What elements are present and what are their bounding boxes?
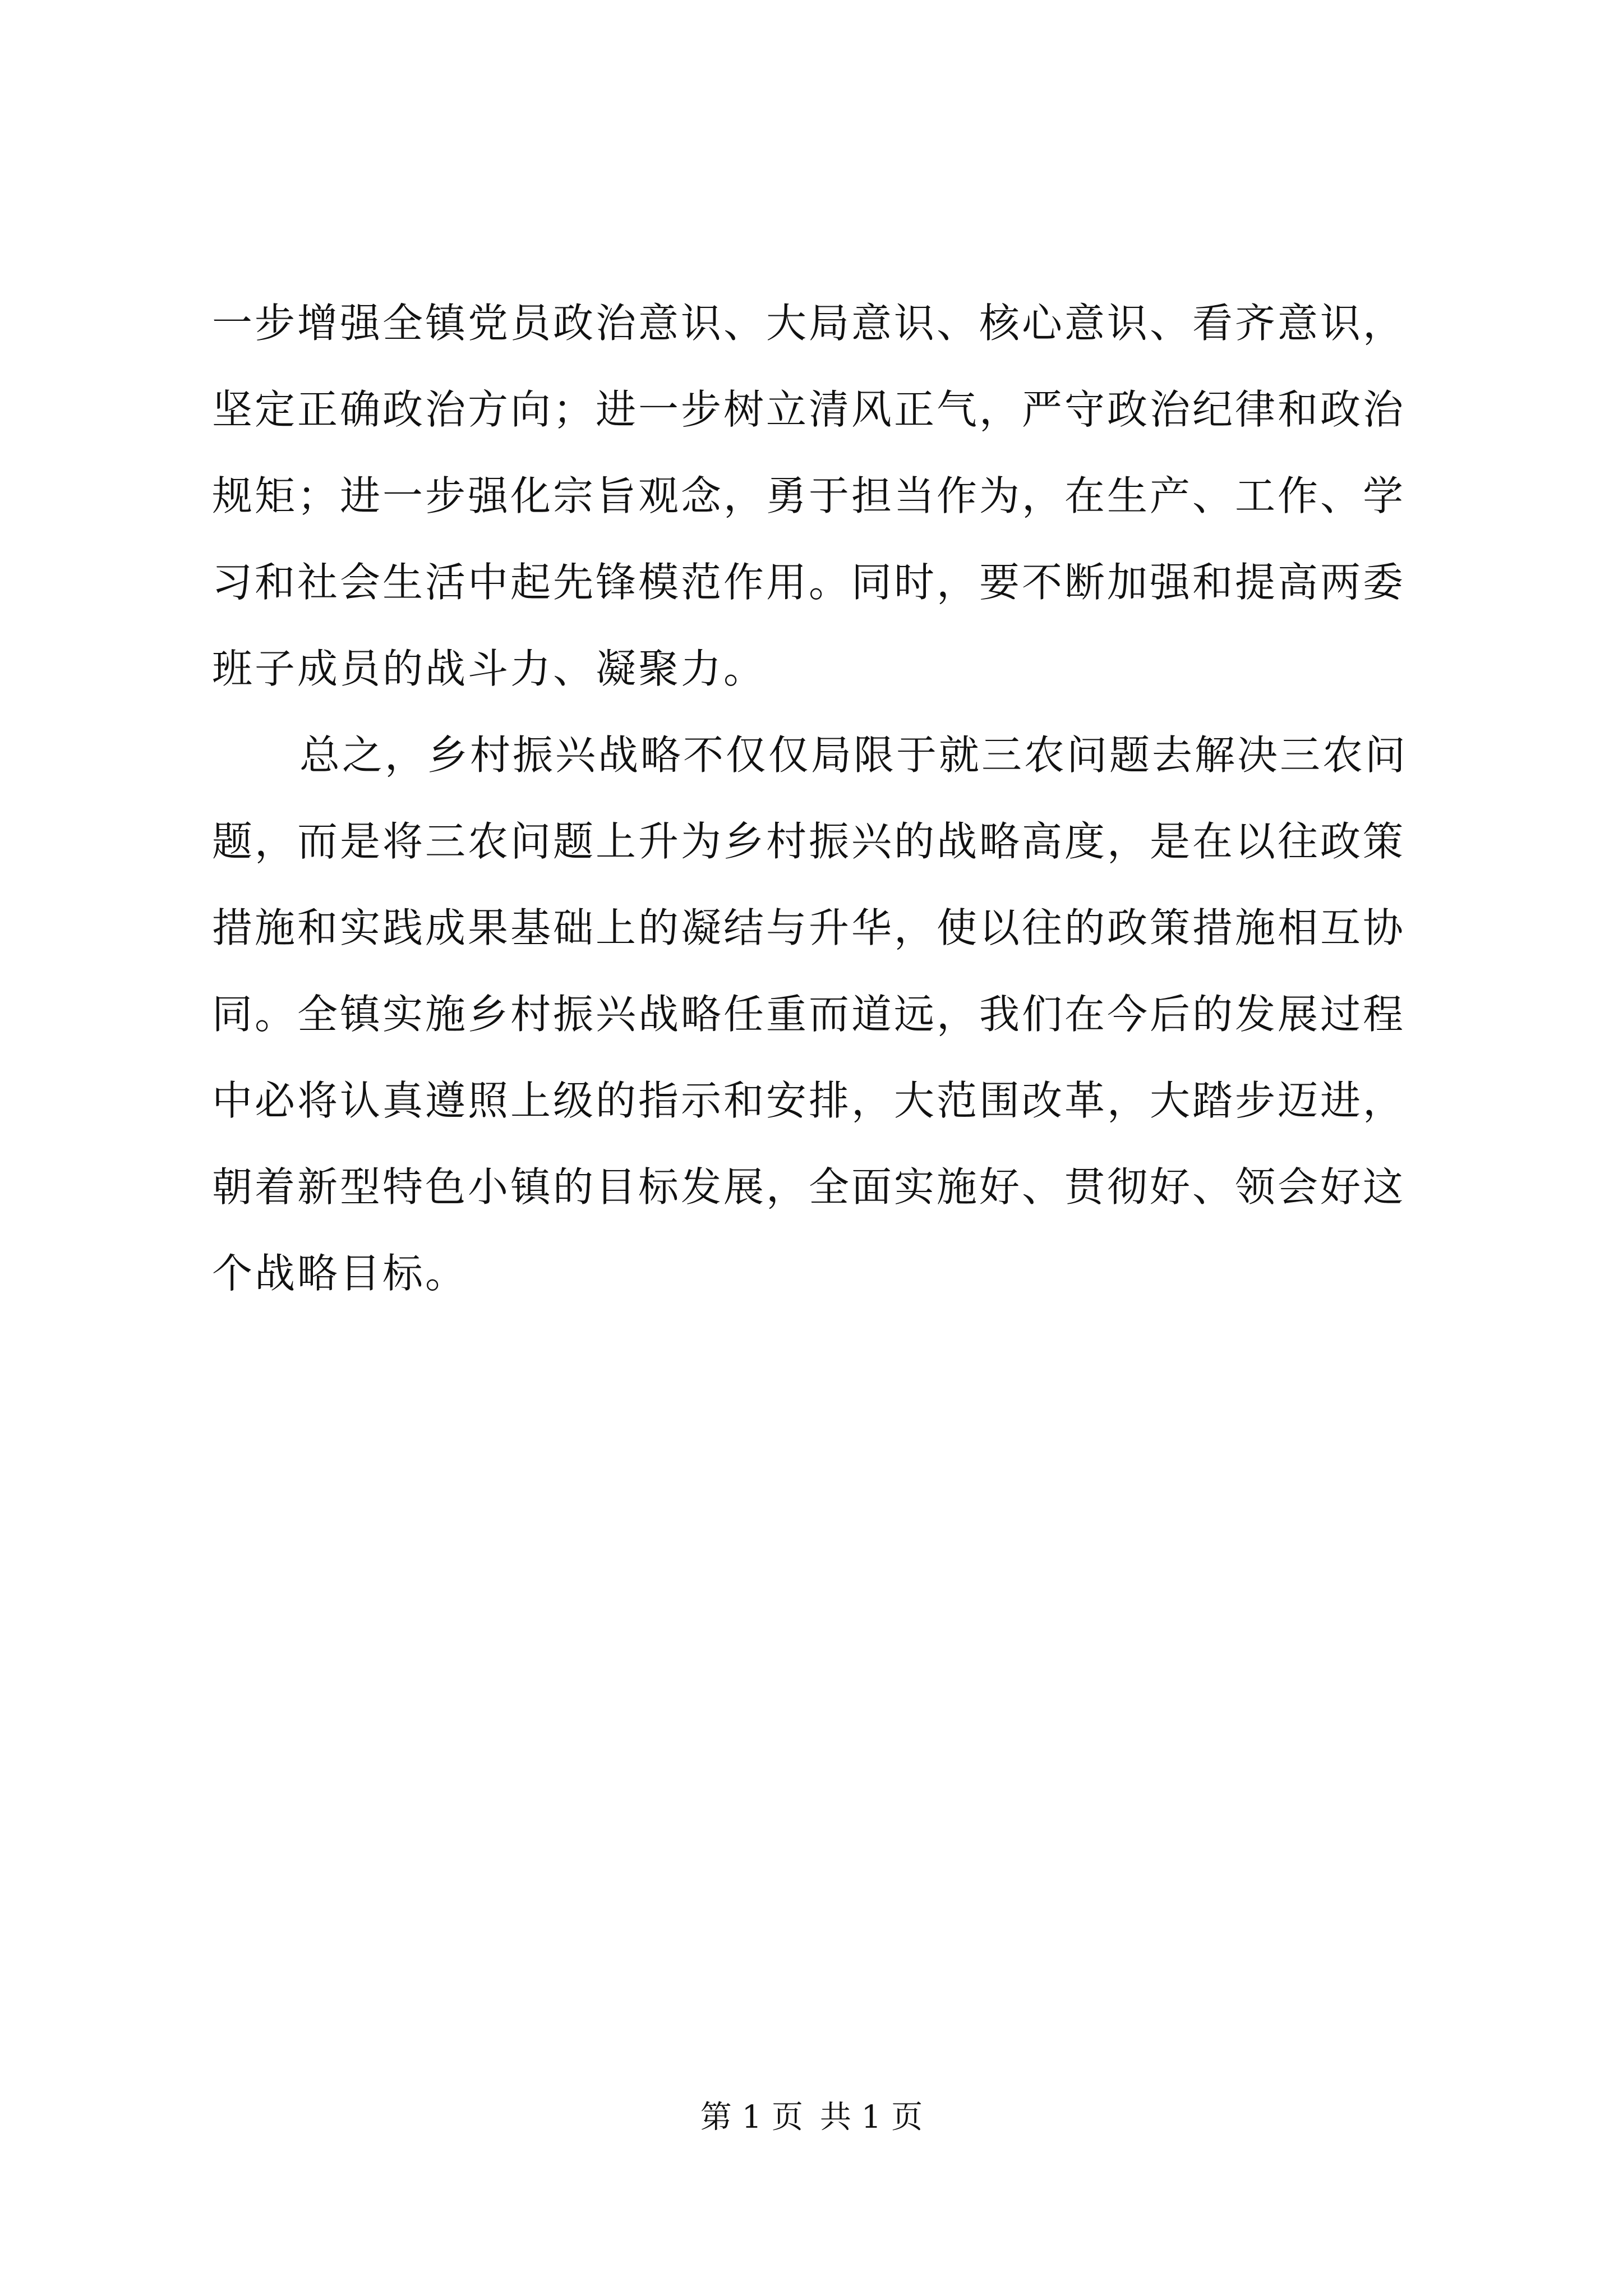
paragraph-2-line-1: 总之，乡村振兴战略不仅仅局限于就三农问题去解决三农问: [299, 731, 1408, 779]
page-number-current: 第 1 页: [700, 2099, 803, 2136]
paragraph-2-line-5: 中必将认真遵照上级的指示和安排，大范围改革，大踏步迈进，: [212, 1077, 1406, 1124]
paragraph-1-line-5: 班子成员的战斗力、凝聚力。: [212, 645, 767, 692]
paragraph-2-line-3: 措施和实践成果基础上的凝结与升华，使以往的政策措施相互协: [212, 904, 1406, 951]
paragraph-2-line-2: 题，而是将三农问题上升为乡村振兴的战略高度，是在以往政策: [212, 818, 1406, 865]
paragraph-1-line-3: 规矩；进一步强化宗旨观念，勇于担当作为，在生产、工作、学: [212, 472, 1406, 519]
paragraph-2-line-7: 个战略目标。: [212, 1250, 468, 1297]
paragraph-2-line-4: 同。全镇实施乡村振兴战略任重而道远，我们在今后的发展过程: [212, 991, 1406, 1038]
page-number-total: 共 1 页: [820, 2099, 923, 2136]
paragraph-1-line-2: 坚定正确政治方向；进一步树立清风正气，严守政治纪律和政治: [212, 386, 1406, 433]
paragraph-1-line-1: 一步增强全镇党员政治意识、大局意识、核心意识、看齐意识，: [212, 300, 1406, 347]
page-footer: [0, 2095, 1623, 2140]
paragraph-1-line-4: 习和社会生活中起先锋模范作用。同时，要不断加强和提高两委: [212, 559, 1406, 606]
paragraph-2-line-6: 朝着新型特色小镇的目标发展，全面实施好、贯彻好、领会好这: [212, 1163, 1406, 1211]
